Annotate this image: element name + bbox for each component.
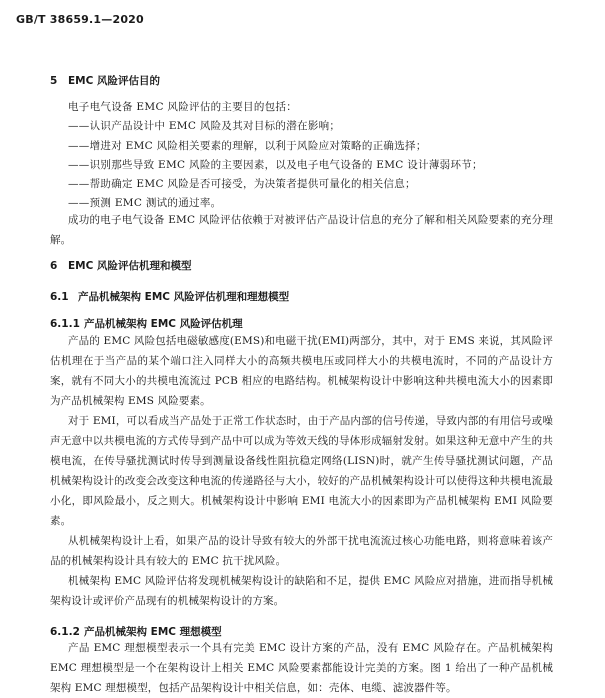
paragraph: 对于 EMI，可以看成当产品处于正常工作状态时，由于产品内部的信号传递，导致内部的有用信号或噪声无意中以共模电流的方式传导到产品中可以成为等效天线的导体形成辐射发射。如果这种无意中产生的共模电流，在传导骚扰测试时传导到测量设备线性阻抗稳定网络(LISN)时，就产生传导骚扰测试问题，产品机械架构设计的改变会改变这种电流的传递路径与大小，较好的产品机械架构设计可以使得这种共模电流最小化，即风险最小，反之则大。机械架构设计中影响 EMI 电流大小的因素即为产品机械架构 EMI 风险要素。: [50, 415, 553, 527]
paragraph: 机械架构 EMC 风险评估将发现机械架构设计的缺陷和不足，提供 EMC 风险应对措施，进而指导机械架构设计或评价产品现有的机械架构设计的方案。: [50, 575, 553, 607]
section-title: 产品机械架构 EMC 风险评估机理: [84, 318, 243, 330]
section-6-1-2-heading: [50, 624, 222, 639]
section-number: 6.1.2: [50, 626, 80, 638]
list-item: ——识别那些导致 EMC 风险的主要因素，以及电子电气设备的 EMC 设计薄弱环节；: [68, 159, 483, 171]
section-number: 6.1: [50, 291, 69, 303]
section-6-1-1-heading: [50, 316, 243, 331]
list-item: ——增进对 EMC 风险相关要素的理解，以利于风险应对策略的正确选择；: [68, 140, 427, 152]
section-number: 5: [50, 75, 58, 87]
list-item: ——帮助确定 EMC 风险是否可接受，为决策者提供可量化的相关信息；: [68, 178, 416, 190]
section-6-1-heading: [50, 289, 289, 304]
section-title: 产品机械架构 EMC 理想模型: [84, 626, 222, 638]
standard-code: GB/T 38659.1—2020: [16, 13, 144, 26]
section-5-heading: [50, 73, 160, 88]
section-title: 产品机械架构 EMC 风险评估机理和理想模型: [78, 291, 290, 303]
section-5-closing: 成功的电子电气设备 EMC 风险评估依赖于对被评估产品设计信息的充分了解和相关风险要素的充分理解。: [50, 214, 553, 246]
section-title: EMC 风险评估机理和模型: [68, 260, 192, 272]
list-item: ——认识产品设计中 EMC 风险及其对目标的潜在影响；: [68, 120, 341, 132]
section-title: EMC 风险评估目的: [68, 75, 160, 87]
list-item: ——预测 EMC 测试的通过率。: [68, 197, 222, 209]
section-6-heading: [50, 258, 191, 273]
section-number: 6: [50, 260, 58, 272]
paragraph: 从机械架构设计上看，如果产品的设计导致有较大的外部干扰电流流过核心功能电路，则将意味着该产品的机械架构设计具有较大的 EMC 抗干扰风险。: [50, 535, 553, 567]
paragraph: 产品 EMC 理想模型表示一个具有完美 EMC 设计方案的产品，没有 EMC 风险存在。产品机械架构 EMC 理想模型是一个在架构设计上相关 EMC 风险要素都能设计完美的方案。图 1 给出了一种产品机械架构 EMC 理想模型，包括产品架构设计中相关信息，如：壳体、电缆、滤波器件等。: [50, 642, 553, 694]
section-number: 6.1.1: [50, 318, 80, 330]
section-5-intro: 电子电气设备 EMC 风险评估的主要目的包括：: [68, 101, 298, 113]
paragraph: 产品的 EMC 风险包括电磁敏感度(EMS)和电磁干扰(EMI)两部分，其中，对于 EMS 来说，其风险评估机理在于当产品的某个端口注入同样大小的高频共模电压或同样大小的共模电流时，不同的产品设计方案，就有不同大小的共模电流流过 PCB 相应的电路结构。机械架构设计中影响这种共模电流大小的因素即为产品机械架构 EMS 风险要素。: [50, 335, 553, 407]
